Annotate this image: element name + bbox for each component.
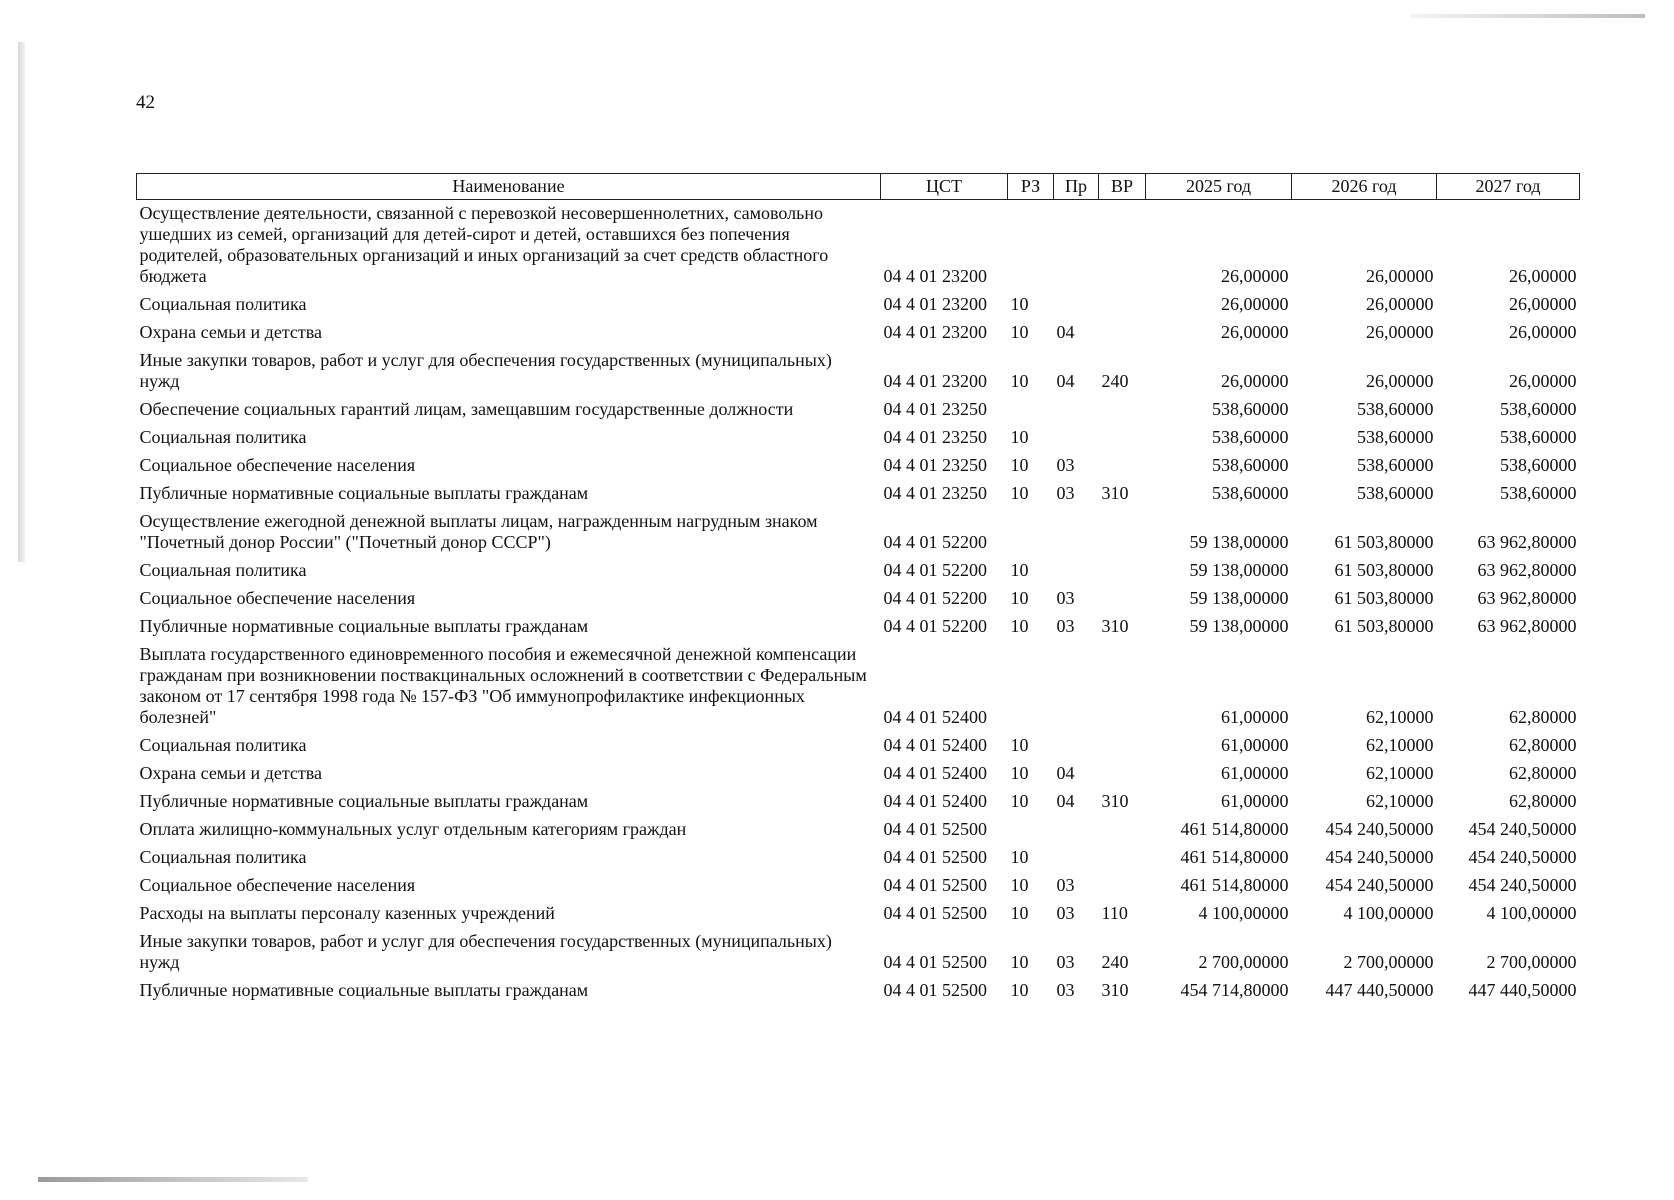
- cell-name: Публичные нормативные социальные выплаты гражданам: [139, 616, 589, 636]
- cell-cst: 04 4 01 23250: [883, 483, 987, 503]
- cell-vr: [1099, 760, 1146, 788]
- cell-vr: [1099, 844, 1146, 872]
- cell-rz: 10: [1010, 560, 1029, 580]
- cell-cst: 04 4 01 52200: [883, 560, 987, 580]
- cell-2027: 62,80000: [1509, 791, 1577, 811]
- cell-cst: 04 4 01 23200: [883, 371, 987, 391]
- cell-pr: 03: [1056, 875, 1075, 895]
- table-row: [137, 319, 1580, 347]
- cell-pr: [1054, 732, 1099, 760]
- table-row: [137, 480, 1580, 508]
- cell-pr: [1054, 816, 1099, 844]
- cell-pr: [1054, 424, 1099, 452]
- cell-2025: 461 514,80000: [1180, 847, 1289, 867]
- cell-pr: 04: [1056, 322, 1075, 342]
- table-row: [137, 732, 1580, 760]
- cell-cst: 04 4 01 23200: [883, 322, 987, 342]
- cell-pr: 04: [1056, 371, 1075, 391]
- cell-rz: 10: [1010, 455, 1029, 475]
- cell-2026: 454 240,50000: [1325, 847, 1434, 867]
- cell-2027: 538,60000: [1500, 427, 1577, 447]
- cell-pr: 03: [1056, 588, 1075, 608]
- cell-2026: 2 700,00000: [1343, 952, 1434, 972]
- cell-cst: 04 4 01 52400: [883, 707, 987, 727]
- cell-cst: 04 4 01 52500: [883, 903, 987, 923]
- cell-vr: 310: [1101, 483, 1129, 503]
- table-row: [137, 452, 1580, 480]
- cell-2027: 26,00000: [1509, 371, 1577, 391]
- cell-2027: 454 240,50000: [1468, 875, 1577, 895]
- cell-vr: [1099, 872, 1146, 900]
- cell-cst: 04 4 01 52400: [883, 763, 987, 783]
- cell-rz: 10: [1010, 588, 1029, 608]
- cell-rz: [1008, 641, 1054, 732]
- cell-2025: 538,60000: [1212, 483, 1289, 503]
- cell-pr: [1054, 291, 1099, 319]
- cell-cst: 04 4 01 52500: [883, 875, 987, 895]
- cell-2027: 4 100,00000: [1486, 903, 1577, 923]
- cell-name: Социальная политика: [139, 735, 307, 755]
- cell-pr: 04: [1056, 763, 1075, 783]
- cell-cst: 04 4 01 52400: [883, 791, 987, 811]
- cell-name: Социальное обеспечение населения: [139, 588, 416, 608]
- cell-name: Выплата государственного единовременного пособия и ежемесячной денежной компенсации гражданам при возникновении поствакцинальных осложнений в соответствии с Федеральным законом от 17 сентября 1998 года № 157-ФЗ "Об иммунопрофилактике инфекционных болезней": [139, 644, 867, 727]
- cell-2026: 62,10000: [1366, 763, 1434, 783]
- cell-cst: 04 4 01 52500: [883, 952, 987, 972]
- cell-2026: 26,00000: [1366, 371, 1434, 391]
- cell-name: Расходы на выплаты персоналу казенных учреждений: [139, 903, 555, 923]
- table-body: [137, 200, 1580, 1006]
- table-row: [137, 641, 1580, 732]
- cell-2026: 447 440,50000: [1325, 980, 1434, 1000]
- cell-vr: [1099, 396, 1146, 424]
- cell-rz: 10: [1010, 735, 1029, 755]
- cell-name: Публичные нормативные социальные выплаты гражданам: [139, 980, 589, 1000]
- cell-2027: 26,00000: [1509, 266, 1577, 286]
- cell-rz: 10: [1010, 427, 1029, 447]
- cell-2026: 538,60000: [1357, 427, 1434, 447]
- cell-name: Социальная политика: [139, 847, 307, 867]
- cell-rz: [1008, 396, 1054, 424]
- cell-cst: 04 4 01 52200: [883, 616, 987, 636]
- cell-2025: 26,00000: [1221, 294, 1289, 314]
- cell-vr: [1099, 319, 1146, 347]
- budget-table: [136, 173, 1580, 1005]
- cell-cst: 04 4 01 52500: [883, 819, 987, 839]
- cell-vr: [1099, 732, 1146, 760]
- cell-rz: 10: [1010, 791, 1029, 811]
- cell-name: Обеспечение социальных гарантий лицам, замещавшим государственные должности: [139, 399, 794, 419]
- cell-2025: 61,00000: [1221, 735, 1289, 755]
- cell-cst: 04 4 01 52500: [883, 847, 987, 867]
- table-row: [137, 844, 1580, 872]
- cell-2025: 26,00000: [1221, 371, 1289, 391]
- cell-vr: [1099, 291, 1146, 319]
- header-pr: Пр: [1054, 174, 1099, 200]
- cell-name: Оплата жилищно-коммунальных услуг отдельным категориям граждан: [139, 819, 687, 839]
- cell-2026: 61 503,80000: [1334, 532, 1434, 552]
- cell-2026: 62,10000: [1366, 791, 1434, 811]
- cell-pr: 03: [1056, 483, 1075, 503]
- cell-2025: 461 514,80000: [1180, 875, 1289, 895]
- table-row: [137, 291, 1580, 319]
- table-row: [137, 872, 1580, 900]
- cell-cst: 04 4 01 23250: [883, 455, 987, 475]
- cell-pr: [1054, 557, 1099, 585]
- table-row: [137, 508, 1580, 557]
- table-row: [137, 788, 1580, 816]
- cell-rz: 10: [1010, 322, 1029, 342]
- cell-name: Охрана семьи и детства: [139, 763, 323, 783]
- cell-rz: 10: [1010, 980, 1029, 1000]
- cell-pr: 03: [1056, 903, 1075, 923]
- cell-pr: [1054, 396, 1099, 424]
- cell-2025: 538,60000: [1212, 455, 1289, 475]
- cell-2026: 26,00000: [1366, 322, 1434, 342]
- cell-vr: [1099, 585, 1146, 613]
- table-row: [137, 557, 1580, 585]
- cell-cst: 04 4 01 23200: [883, 294, 987, 314]
- header-cst: ЦСТ: [881, 174, 1008, 200]
- cell-name: Социальная политика: [139, 560, 307, 580]
- cell-name: Иные закупки товаров, работ и услуг для обеспечения государственных (муниципальных) нужд: [139, 931, 832, 972]
- cell-name: Социальное обеспечение населения: [139, 455, 416, 475]
- cell-2026: 62,10000: [1366, 707, 1434, 727]
- cell-cst: 04 4 01 23250: [883, 399, 987, 419]
- cell-rz: [1008, 816, 1054, 844]
- cell-vr: [1099, 816, 1146, 844]
- cell-name: Охрана семьи и детства: [139, 322, 323, 342]
- cell-2027: 63 962,80000: [1477, 532, 1577, 552]
- cell-2025: 4 100,00000: [1198, 903, 1289, 923]
- cell-2026: 61 503,80000: [1334, 616, 1434, 636]
- cell-2027: 62,80000: [1509, 735, 1577, 755]
- cell-cst: 04 4 01 52200: [883, 532, 987, 552]
- cell-2025: 26,00000: [1221, 266, 1289, 286]
- cell-name: Иные закупки товаров, работ и услуг для обеспечения государственных (муниципальных) нужд: [139, 350, 832, 391]
- cell-vr: [1099, 424, 1146, 452]
- cell-pr: [1054, 844, 1099, 872]
- cell-pr: 03: [1056, 455, 1075, 475]
- table-row: [137, 760, 1580, 788]
- cell-rz: 10: [1010, 903, 1029, 923]
- table-row: [137, 424, 1580, 452]
- cell-name: Осуществление деятельности, связанной с перевозкой несовершеннолетних, самовольно ушедших из семей, организаций для детей-сирот и детей, оставшихся без попечения родителей, образовательных организаций и иных организаций за счет средств областного бюджета: [139, 203, 829, 286]
- table-row: [137, 613, 1580, 641]
- cell-pr: [1054, 200, 1099, 292]
- table-row: [137, 977, 1580, 1005]
- cell-2027: 63 962,80000: [1477, 588, 1577, 608]
- table-row: [137, 200, 1580, 292]
- cell-pr: [1054, 641, 1099, 732]
- cell-vr: 310: [1101, 791, 1129, 811]
- cell-vr: [1099, 557, 1146, 585]
- cell-2026: 538,60000: [1357, 399, 1434, 419]
- cell-2027: 538,60000: [1500, 399, 1577, 419]
- header-2025: 2025 год: [1146, 174, 1292, 200]
- table-row: [137, 585, 1580, 613]
- cell-2026: 454 240,50000: [1325, 819, 1434, 839]
- cell-2027: 62,80000: [1509, 707, 1577, 727]
- cell-2027: 454 240,50000: [1468, 847, 1577, 867]
- cell-cst: 04 4 01 52400: [883, 735, 987, 755]
- cell-pr: 03: [1056, 980, 1075, 1000]
- cell-2027: 26,00000: [1509, 322, 1577, 342]
- cell-2025: 2 700,00000: [1198, 952, 1289, 972]
- header-name: Наименование: [137, 174, 881, 200]
- header-2026: 2026 год: [1292, 174, 1437, 200]
- scan-bottom-artifact: [38, 1177, 308, 1182]
- cell-2025: 59 138,00000: [1189, 560, 1289, 580]
- cell-name: Публичные нормативные социальные выплаты гражданам: [139, 483, 589, 503]
- cell-pr: 04: [1056, 791, 1075, 811]
- cell-rz: [1008, 200, 1054, 292]
- cell-cst: 04 4 01 52200: [883, 588, 987, 608]
- cell-2027: 538,60000: [1500, 483, 1577, 503]
- header-vr: ВР: [1099, 174, 1146, 200]
- cell-cst: 04 4 01 23200: [883, 266, 987, 286]
- cell-vr: [1099, 641, 1146, 732]
- cell-rz: 10: [1010, 483, 1029, 503]
- cell-2027: 63 962,80000: [1477, 560, 1577, 580]
- header-2027: 2027 год: [1437, 174, 1580, 200]
- cell-2027: 538,60000: [1500, 455, 1577, 475]
- cell-rz: 10: [1010, 952, 1029, 972]
- cell-2025: 26,00000: [1221, 322, 1289, 342]
- cell-name: Публичные нормативные социальные выплаты гражданам: [139, 791, 589, 811]
- cell-vr: [1099, 200, 1146, 292]
- cell-2025: 59 138,00000: [1189, 616, 1289, 636]
- cell-rz: 10: [1010, 371, 1029, 391]
- cell-2027: 26,00000: [1509, 294, 1577, 314]
- cell-2025: 538,60000: [1212, 427, 1289, 447]
- cell-rz: 10: [1010, 616, 1029, 636]
- cell-name: Социальная политика: [139, 294, 307, 314]
- cell-vr: 110: [1101, 903, 1128, 923]
- cell-2025: 61,00000: [1221, 791, 1289, 811]
- cell-rz: 10: [1010, 847, 1029, 867]
- cell-vr: 240: [1101, 371, 1129, 391]
- header-rz: РЗ: [1008, 174, 1054, 200]
- cell-2026: 4 100,00000: [1343, 903, 1434, 923]
- cell-2025: 461 514,80000: [1180, 819, 1289, 839]
- table-row: [137, 900, 1580, 928]
- table-row: [137, 396, 1580, 424]
- scan-top-artifact: [1410, 14, 1645, 18]
- cell-2025: 538,60000: [1212, 399, 1289, 419]
- cell-2026: 538,60000: [1357, 455, 1434, 475]
- cell-vr: 240: [1101, 952, 1129, 972]
- cell-2026: 454 240,50000: [1325, 875, 1434, 895]
- table-header-row: [137, 174, 1580, 200]
- cell-2027: 2 700,00000: [1486, 952, 1577, 972]
- cell-pr: 03: [1056, 616, 1075, 636]
- table-row: [137, 928, 1580, 977]
- cell-2027: 454 240,50000: [1468, 819, 1577, 839]
- cell-rz: 10: [1010, 875, 1029, 895]
- cell-cst: 04 4 01 52500: [883, 980, 987, 1000]
- cell-name: Социальная политика: [139, 427, 307, 447]
- cell-rz: 10: [1010, 294, 1029, 314]
- cell-2025: 61,00000: [1221, 707, 1289, 727]
- cell-pr: [1054, 508, 1099, 557]
- cell-2027: 62,80000: [1509, 763, 1577, 783]
- cell-2026: 538,60000: [1357, 483, 1434, 503]
- cell-2026: 26,00000: [1366, 294, 1434, 314]
- cell-pr: 03: [1056, 952, 1075, 972]
- cell-vr: [1099, 452, 1146, 480]
- cell-2026: 61 503,80000: [1334, 588, 1434, 608]
- cell-name: Социальное обеспечение населения: [139, 875, 416, 895]
- cell-2026: 61 503,80000: [1334, 560, 1434, 580]
- cell-rz: [1008, 508, 1054, 557]
- scan-edge-artifact: [18, 42, 25, 562]
- cell-cst: 04 4 01 23250: [883, 427, 987, 447]
- cell-vr: 310: [1101, 616, 1129, 636]
- cell-vr: [1099, 508, 1146, 557]
- table-row: [137, 816, 1580, 844]
- cell-2025: 61,00000: [1221, 763, 1289, 783]
- cell-2025: 454 714,80000: [1180, 980, 1289, 1000]
- cell-2025: 59 138,00000: [1189, 532, 1289, 552]
- cell-2027: 63 962,80000: [1477, 616, 1577, 636]
- table-row: [137, 347, 1580, 396]
- cell-name: Осуществление ежегодной денежной выплаты лицам, награжденным нагрудным знаком "Почетный донор России" ("Почетный донор СССР"): [139, 511, 818, 552]
- cell-2026: 62,10000: [1366, 735, 1434, 755]
- page-number: 42: [136, 92, 155, 113]
- cell-vr: 310: [1101, 980, 1129, 1000]
- cell-2025: 59 138,00000: [1189, 588, 1289, 608]
- cell-2026: 26,00000: [1366, 266, 1434, 286]
- cell-2027: 447 440,50000: [1468, 980, 1577, 1000]
- cell-rz: 10: [1010, 763, 1029, 783]
